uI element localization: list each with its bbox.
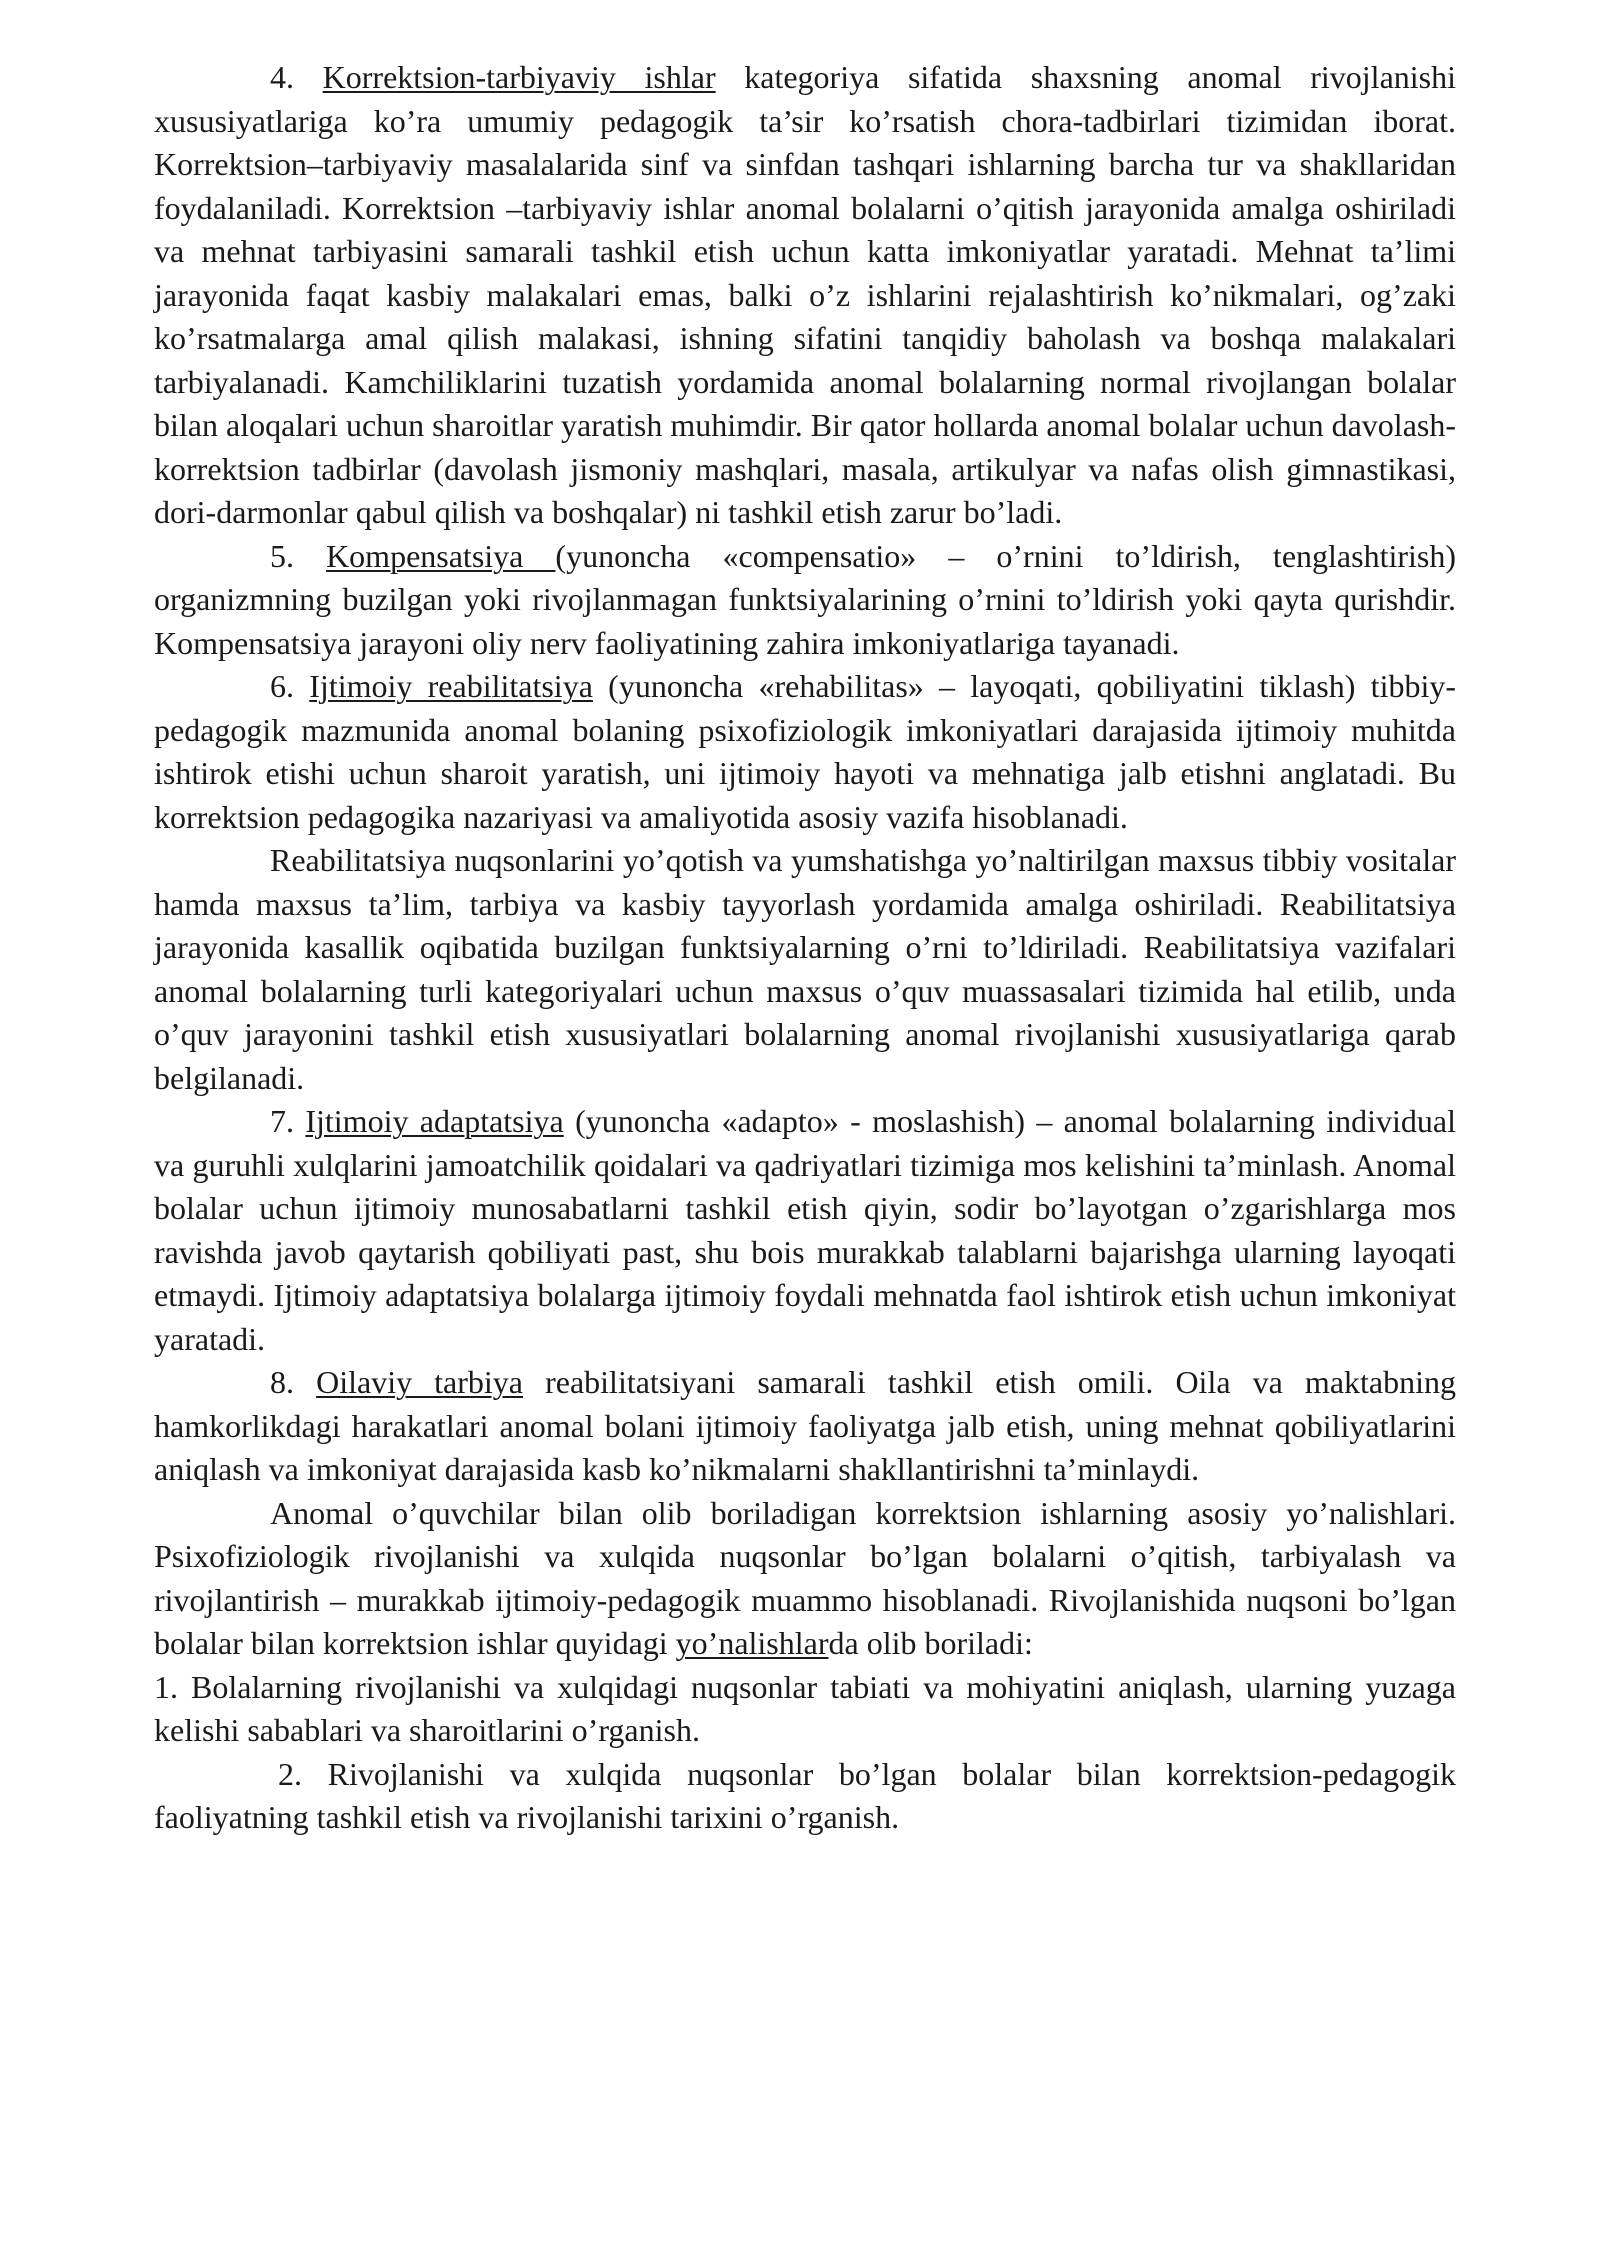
item-number: 7. — [270, 1103, 306, 1139]
paragraph-item-8 — [154, 1361, 1456, 1492]
paragraph-text: reabilitatsiyani samarali tashkil etish omili. Oila va maktabning hamkorlikdagi harakatlari anomal bolani ijtimoiy faoliyatga jalb etish, uning mehnat qobiliyatlarini aniqlash va imkoniyat darajasida kasb ko’nikmalarni shakllantirishni ta’minlaydi. — [154, 1364, 1457, 1487]
term-ijtimoiy-adaptatsiya: Ijtimoiy adaptatsiya — [305, 1103, 564, 1139]
term-oilaviy-tarbiya: Oilaviy tarbiya — [316, 1364, 524, 1400]
paragraph-item-4 — [154, 56, 1456, 535]
paragraph-text-tail: da olib boriladi: — [828, 1625, 1033, 1661]
paragraph-directions — [154, 1492, 1456, 1666]
paragraph-text: (yunoncha «adapto» - moslashish) – anomal bolalarning individual va guruhli xulqlarini jamoatchilik qoidalari va qadriyatlari tizimiga mos kelishini ta’minlash. Anomal bolalar uchun ijtimoiy munosabatlarni tashkil etish qiyin, sodir bo’layotgan o’zgarishlarga mos ravishda javob qaytarish qobiliyati past, shu bois murakkab talablarni bajarishga ularning layoqati etmaydi. Ijtimoiy adaptatsiya bolalarga ijtimoiy foydali mehnatda faol ishtirok etish uchun imkoniyat yaratadi. — [154, 1103, 1457, 1357]
list-item-2: 2. Rivojlanishi va xulqida nuqsonlar bo’lgan bolalar bilan korrektsion-pedagogik faoliyatning tashkil etish va rivojlanishi tarixini o’rganish. — [154, 1755, 1456, 1835]
term-yonalishlar: yo’nalishlar — [675, 1625, 829, 1661]
paragraph-text: Anomal o’quvchilar bilan olib boriladigan korrektsion ishlarning asosiy yo’nalishlari. Psixofiziologik rivojlanishi va xulqida nuqsonlar bo’lgan bolalarni o’qitish, tarbiyalash va rivojlantirish – murakkab ijtimoiy-pedagogik muammo hisoblanadi. Rivojlanishida nuqsoni bo’lgan bolalar bilan korrektsion ishlar quyidagi — [154, 1494, 1456, 1661]
item-number: 4. — [270, 59, 323, 95]
paragraph-item-6 — [154, 665, 1456, 839]
term-kompensatsiya: Kompensatsiya — [326, 537, 556, 574]
list-item-1: 1. Bolalarning rivojlanishi va xulqidagi nuqsonlar tabiati va mohiyatini aniqlash, ularning yuzaga kelishi sabablari va sharoitlarini o’rganish. — [154, 1668, 1456, 1748]
item-number: 5. — [270, 537, 327, 574]
item-number: 8. — [270, 1364, 317, 1400]
paragraph-text: (yunoncha «compensatio» – o’rnini to’ldirish, tenglashtirish) organizmning buzilgan yoki rivojlanmagan funktsiyalarining o’rnini to’ldirish yoki qayta qurishdir. Kompensatsiya jarayoni oliy nerv faoliyatining zahira imkoniyatlariga tayanadi. — [154, 537, 1457, 661]
term-korrektsion-tarbiyaviy: Korrektsion-tarbiyaviy ishlar — [322, 59, 716, 95]
paragraph-text: (yunoncha «rehabilitas» – layoqati, qobiliyatini tiklash) tibbiy-pedagogik mazmunida anomal bolaning psixofiziologik imkoniyatlari darajasida ijtimoiy muhitda ishtirok etishi uchun sharoit yaratish, uni ijtimoiy hayoti va mehnatiga jalb etishni anglatadi. Bu korrektsion pedagogika nazariyasi va amaliyotida asosiy vazifa hisoblanadi. — [154, 668, 1457, 835]
paragraph-item-5 — [154, 535, 1456, 666]
item-number: 6. — [270, 668, 310, 704]
paragraph-reabilitatsiya — [154, 839, 1456, 1100]
paragraph-text: kategoriya sifatida shaxsning anomal rivojlanishi xususiyatlariga ko’ra umumiy pedagogik ta’sir ko’rsatish chora-tadbirlari tizimidan iborat. Korrektsion–tarbiyaviy masalalarida sinf va sinfdan tashqari ishlarning barcha tur va shakllaridan foydalaniladi. Korrektsion –tarbiyaviy ishlar anomal bolalarni o’qitish jarayonida amalga oshiriladi va mehnat tarbiyasini samarali tashkil etish uchun katta imkoniyatlar yaratadi. Mehnat ta’limi jarayonida faqat kasbiy malakalari emas, balki o’z ishlarini rejalashtirish ko’nikmalari, og’zaki ko’rsatmalarga amal qilish malakasi, ishning sifatini tanqidiy baholash va boshqa malakalari tarbiyalanadi. Kamchiliklarini tuzatish yordamida anomal bolalarning normal rivojlangan bolalar bilan aloqalari uchun sharoitlar yaratish muhimdir. Bir qator hollarda anomal bolalar uchun davolash-korrektsion tadbirlar (davolash jismoniy mashqlari, masala, artikulyar va nafas olish gimnastikasi, dori-darmonlar qabul qilish va boshqalar) ni tashkil etish zarur bo’ladi. — [154, 59, 1457, 530]
term-ijtimoiy-reabilitatsiya: Ijtimoiy reabilitatsiya — [309, 668, 593, 704]
document-page — [154, 56, 1456, 1840]
paragraph-item-7 — [154, 1100, 1456, 1361]
paragraph-text: Reabilitatsiya nuqsonlarini yo’qotish va yumshatishga yo’naltirilgan maxsus tibbiy vositalar hamda maxsus ta’lim, tarbiya va kasbiy tayyorlash yordamida amalga oshiriladi. Reabilitatsiya jarayonida kasallik oqibatida buzilgan funktsiyalarning o’rni to’ldiriladi. Reabilitatsiya vazifalari anomal bolalarning turli kategoriyalari uchun maxsus o’quv muassasalari tizimida hal etilib, unda o’quv jarayonini tashkil etish xususiyatlari bolalarning anomal rivojlanishi xususiyatlariga qarab belgilanadi. — [154, 842, 1456, 1096]
